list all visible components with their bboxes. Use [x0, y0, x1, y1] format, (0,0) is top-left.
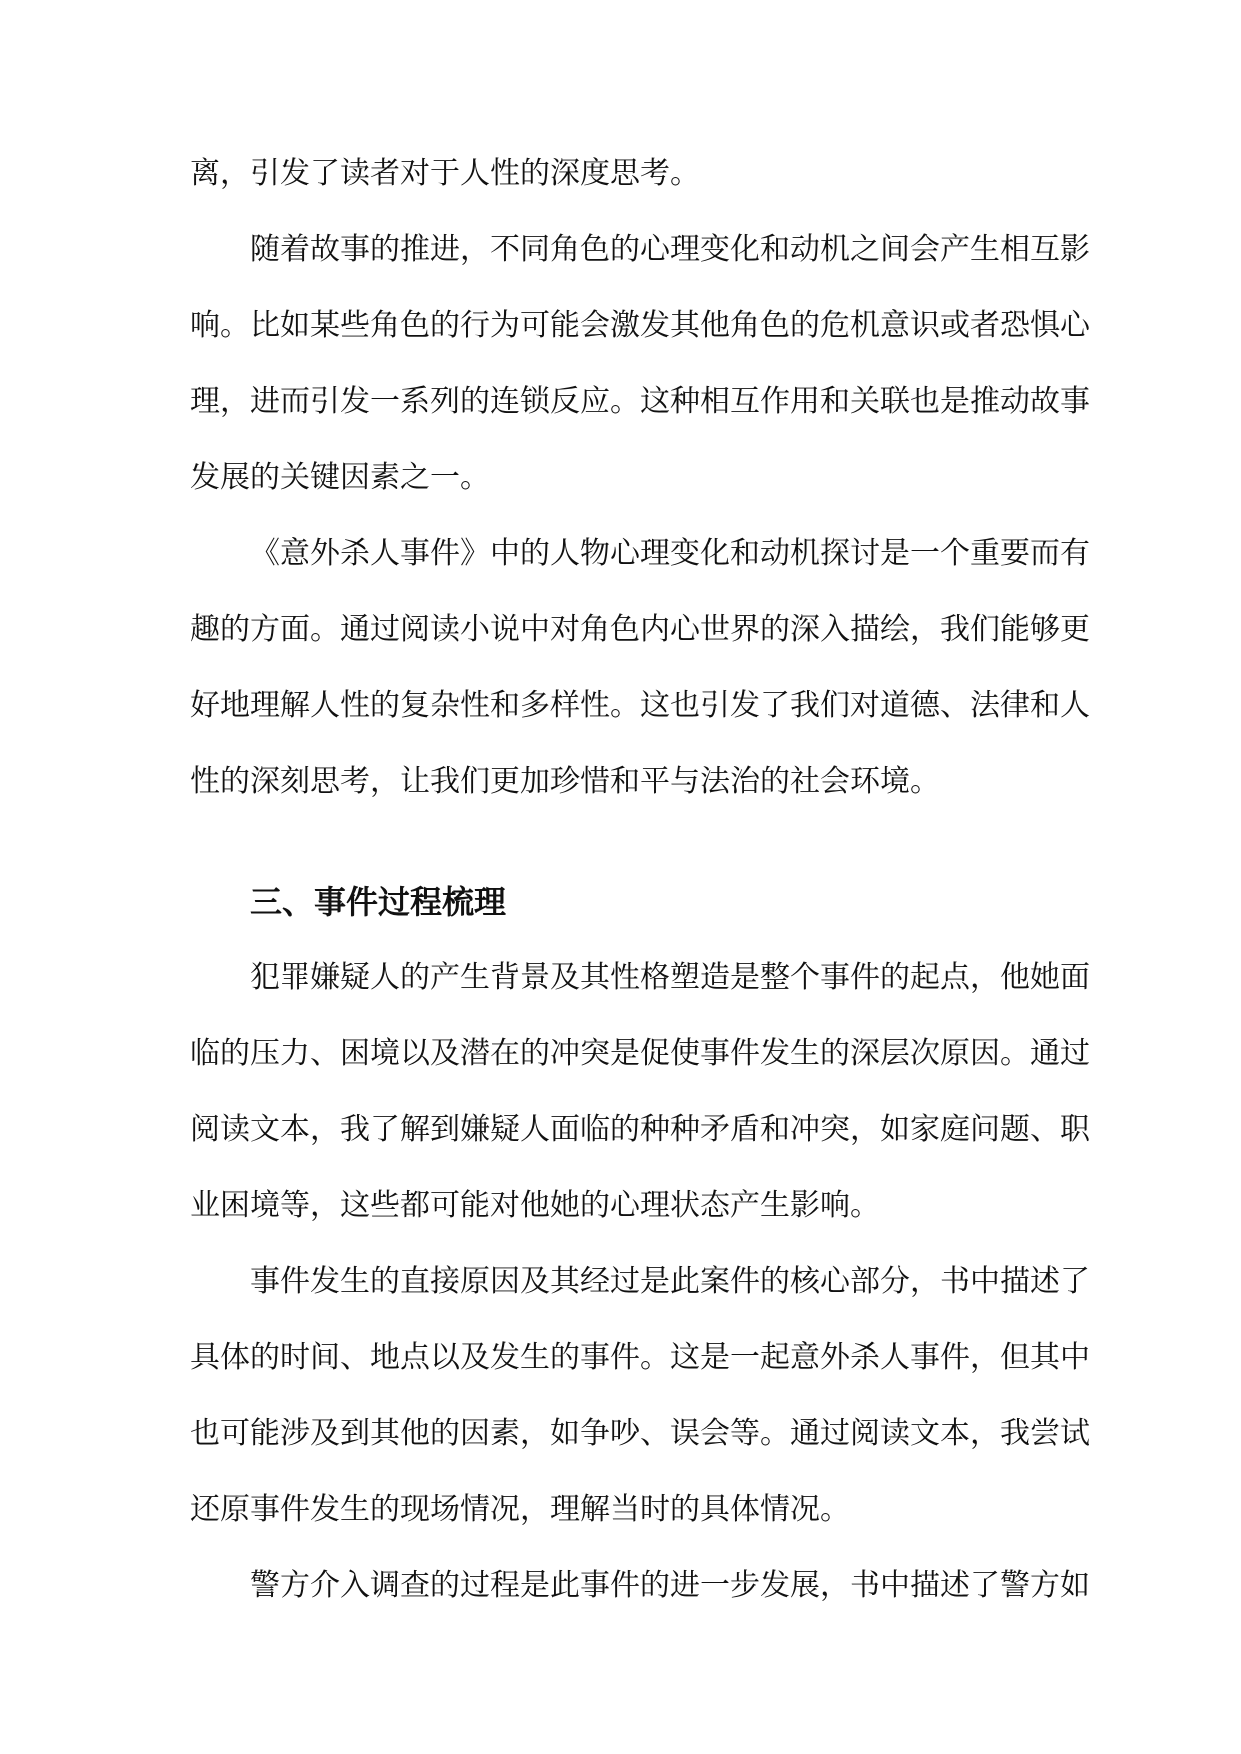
paragraph-line: 临的压力、困境以及潜在的冲突是促使事件发生的深层次原因。通过 — [190, 1036, 1090, 1071]
paragraph-line: 犯罪嫌疑人的产生背景及其性格塑造是整个事件的起点，他她面 — [250, 960, 1090, 995]
paragraph-line: 事件发生的直接原因及其经过是此案件的核心部分，书中描述了 — [250, 1264, 1090, 1299]
paragraph-line: 随着故事的推进，不同角色的心理变化和动机之间会产生相互影 — [250, 232, 1090, 267]
paragraph-line: 离，引发了读者对于人性的深度思考。 — [190, 156, 700, 191]
paragraph-line: 《意外杀人事件》中的人物心理变化和动机探讨是一个重要而有 — [250, 536, 1090, 571]
paragraph-line: 也可能涉及到其他的因素，如争吵、误会等。通过阅读文本，我尝试 — [190, 1416, 1090, 1451]
paragraph-line: 还原事件发生的现场情况，理解当时的具体情况。 — [190, 1492, 850, 1527]
paragraph-line: 响。比如某些角色的行为可能会激发其他角色的危机意识或者恐惧心 — [190, 308, 1090, 343]
paragraph-line: 理，进而引发一系列的连锁反应。这种相互作用和关联也是推动故事 — [190, 384, 1090, 419]
paragraph-line: 阅读文本，我了解到嫌疑人面临的种种矛盾和冲突，如家庭问题、职 — [190, 1112, 1090, 1147]
paragraph-line: 趣的方面。通过阅读小说中对角色内心世界的深入描绘，我们能够更 — [190, 612, 1090, 647]
paragraph-line: 具体的时间、地点以及发生的事件。这是一起意外杀人事件，但其中 — [190, 1340, 1090, 1375]
document-body — [190, 136, 1090, 1624]
section-heading: 三、事件过程梳理 — [250, 883, 507, 921]
paragraph-line: 发展的关键因素之一。 — [190, 460, 490, 495]
paragraph-line: 警方介入调查的过程是此事件的进一步发展，书中描述了警方如 — [250, 1568, 1090, 1603]
paragraph-line: 业困境等，这些都可能对他她的心理状态产生影响。 — [190, 1188, 880, 1223]
paragraph-line: 性的深刻思考，让我们更加珍惜和平与法治的社会环境。 — [190, 764, 940, 799]
paragraph-line: 好地理解人性的复杂性和多样性。这也引发了我们对道德、法律和人 — [190, 688, 1090, 723]
